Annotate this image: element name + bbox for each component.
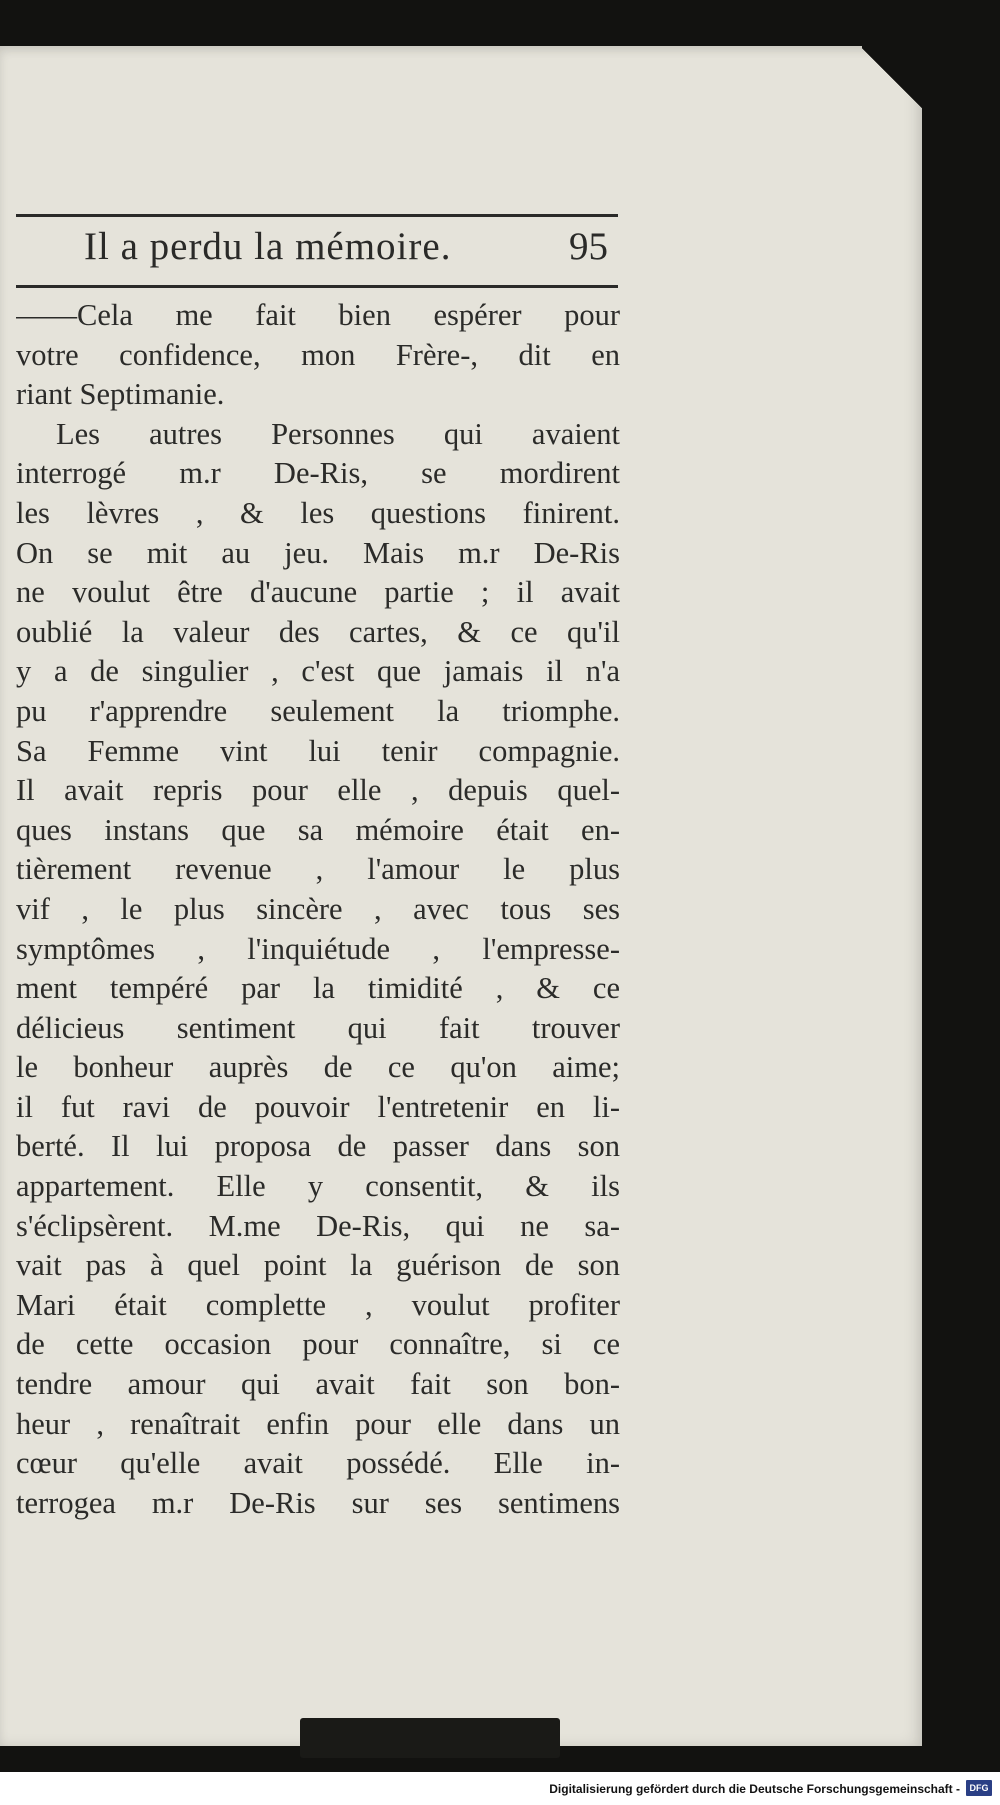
- text-line-14: ques instans que sa mémoire était en-: [16, 812, 620, 847]
- header-rule-top: [16, 214, 618, 217]
- text-line-24: s'éclipsèrent. M.me De-Ris, qui ne sa-: [16, 1208, 620, 1243]
- text-line-2: votre confidence, mon Frère-, dit en: [16, 337, 620, 372]
- text-line-20: le bonheur auprès de ce qu'on aime;: [16, 1050, 620, 1085]
- text-line-18: ment tempéré par la timidité , & ce: [16, 971, 620, 1006]
- text-line-13: Il avait repris pour elle , depuis quel-: [16, 773, 620, 808]
- text-line-29: heur , renaîtrait enfin pour elle dans un: [16, 1406, 620, 1441]
- binding-strip: [300, 1718, 560, 1758]
- text-line-27: de cette occasion pour connaître, si ce: [16, 1327, 620, 1362]
- text-line-23: appartement. Elle y consentit, & ils: [16, 1169, 620, 1204]
- text-line-7: On se mit au jeu. Mais m.r De-Ris: [16, 535, 620, 570]
- text-line-17: symptômes , l'inquiétude , l'empresse-: [16, 931, 620, 966]
- text-line-8: ne voulut être d'aucune partie ; il avait: [16, 575, 620, 610]
- page-header: [16, 166, 618, 288]
- text-line-1: ——Cela me fait bien espérer pour: [16, 298, 620, 332]
- text-line-6: les lèvres , & les questions finirent.: [16, 495, 620, 530]
- text-line-11: pu r'apprendre seulement la triomphe.: [16, 693, 620, 728]
- text-line-26: Mari était complette , voulut profiter: [16, 1287, 620, 1322]
- text-line-19: délicieus sentiment qui fait trouver: [16, 1010, 620, 1045]
- running-head: Il a perdu la mémoire.: [84, 225, 452, 268]
- text-line-16: vif , le plus sincère , avec tous ses: [16, 891, 620, 926]
- text-line-5: interrogé m.r De-Ris, se mordirent: [16, 456, 620, 491]
- text-line-15: tièrement revenue , l'amour le plus: [16, 852, 620, 887]
- credit-text: Digitalisierung gefördert durch die Deutsche Forschungsgemeinschaft -: [549, 1782, 960, 1796]
- text-line-30: cœur qu'elle avait possédé. Elle in-: [16, 1446, 620, 1481]
- text-line-25: vait pas à quel point la guérison de son: [16, 1248, 620, 1283]
- text-line-10: y a de singulier , c'est que jamais il n'a: [16, 654, 620, 689]
- text-line-31: terrogea m.r De-Ris sur ses sentimens: [16, 1485, 620, 1520]
- dfg-logo-icon: DFG: [966, 1780, 992, 1796]
- page-number: 95: [569, 225, 608, 268]
- text-line-28: tendre amour qui avait fait son bon-: [16, 1367, 620, 1402]
- header-rule-bottom: [16, 285, 618, 288]
- book-page: [0, 46, 922, 1746]
- text-line-3: riant Septimanie.: [16, 377, 225, 412]
- text-line-4: Les autres Personnes qui avaient: [56, 416, 620, 451]
- body-text: [16, 296, 620, 1523]
- text-line-21: il fut ravi de pouvoir l'entretenir en li-: [16, 1089, 620, 1124]
- text-line-9: oublié la valeur des cartes, & ce qu'il: [16, 614, 620, 649]
- footer-credit: [0, 1772, 1000, 1805]
- text-line-22: berté. Il lui proposa de passer dans son: [16, 1129, 620, 1164]
- text-line-12: Sa Femme vint lui tenir compagnie.: [16, 733, 620, 768]
